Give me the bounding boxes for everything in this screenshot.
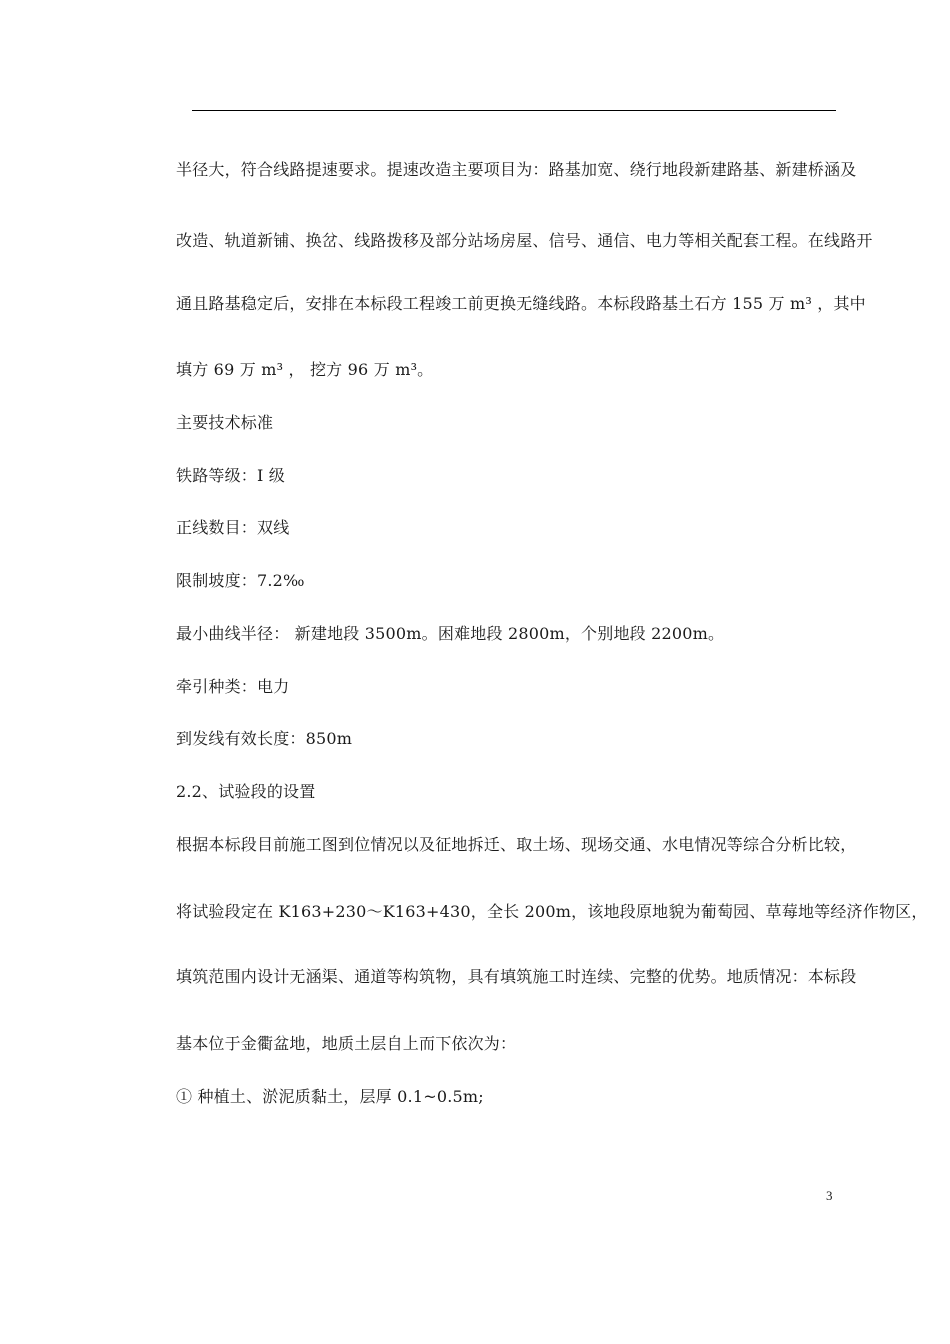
paragraph-line: 根据本标段目前施工图到位情况以及征地拆迁、取土场、现场交通、水电情况等综合分析比较，: [176, 835, 857, 854]
spec-railway-grade: 铁路等级：I 级: [176, 466, 286, 485]
spec-ruling-gradient: 限制坡度：7.2‰: [176, 571, 305, 590]
paragraph-line: 基本位于金衢盆地，地质土层自上而下依次为：: [176, 1034, 517, 1053]
page-number: 3: [826, 1188, 833, 1203]
paragraph-line: 改造、轨道新铺、换岔、线路拨移及部分站场房屋、信号、通信、电力等相关配套工程。在线路开: [176, 231, 873, 250]
spec-effective-length: 到发线有效长度：850m: [176, 729, 353, 748]
paragraph-line: 填筑范围内设计无涵渠、通道等构筑物，具有填筑施工时连续、完整的优势。地质情况：本标段: [176, 967, 857, 986]
section-heading-2-2: 2.2、试验段的设置: [176, 782, 316, 801]
list-item-soil-layer-1: ① 种植土、淤泥质黏土，层厚 0.1~0.5m;: [176, 1087, 484, 1106]
spec-traction-type: 牵引种类：电力: [176, 677, 290, 696]
header-rule: [192, 110, 836, 111]
paragraph-line: 通且路基稳定后，安排在本标段工程竣工前更换无缝线路。本标段路基土石方 155 万 m³ ，其中: [176, 294, 866, 313]
paragraph-line: 填方 69 万 m³ ， 挖方 96 万 m³。: [176, 360, 434, 379]
spec-main-lines: 正线数目：双线: [176, 518, 290, 537]
paragraph-line: 将试验段定在 K163+230～K163+430，全长 200m，该地段原地貌为葡萄园、草莓地等经济作物区，: [176, 902, 928, 921]
paragraph-line: 半径大，符合线路提速要求。提速改造主要项目为：路基加宽、绕行地段新建路基、新建桥涵及: [176, 160, 857, 179]
section-heading: 主要技术标准: [176, 413, 274, 432]
spec-min-curve-radius: 最小曲线半径： 新建地段 3500m。困难地段 2800m，个别地段 2200m。: [176, 624, 725, 643]
